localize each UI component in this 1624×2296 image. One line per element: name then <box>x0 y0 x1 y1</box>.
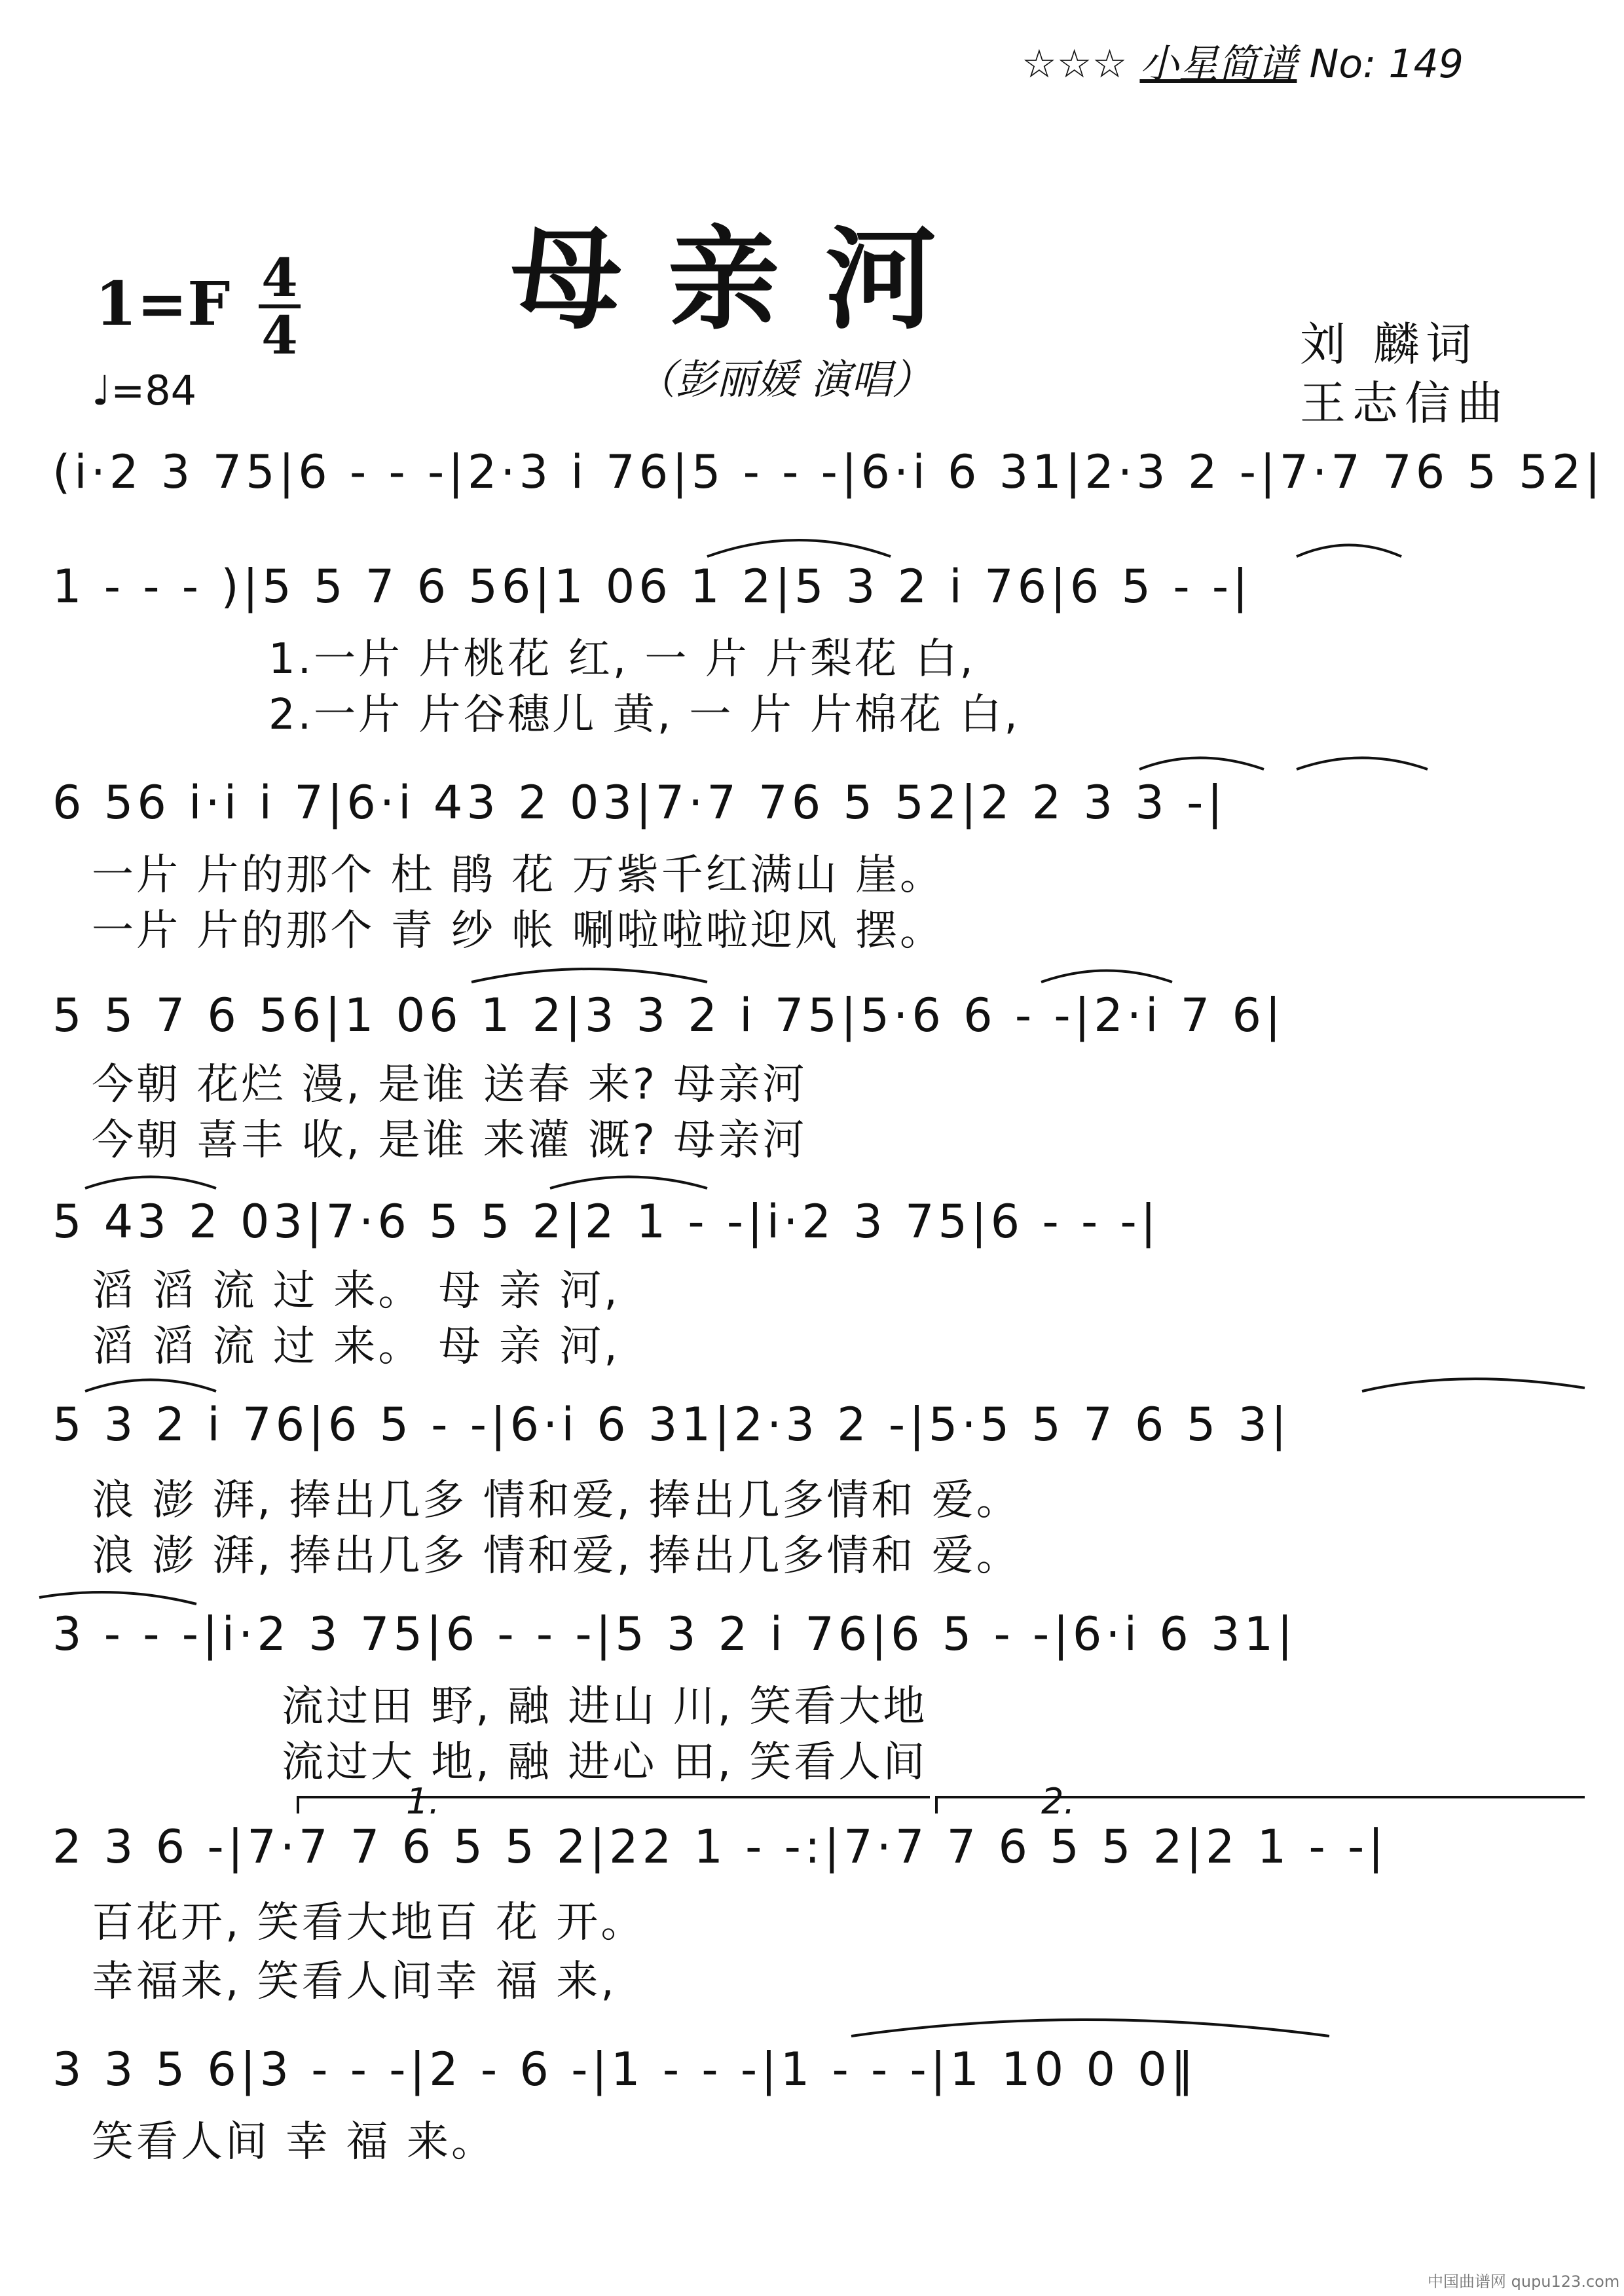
volta-bracket-1 <box>298 1797 930 1813</box>
lyric-line-4-verse-2: 今朝 喜丰 收, 是谁 来灌 溉? 母亲河 <box>92 1116 807 1165</box>
slur-arc <box>550 1177 707 1189</box>
slur-arc <box>471 969 707 982</box>
slur-arc <box>1041 971 1172 983</box>
notation-line-8: 2 3 6 -|7·7 7 6 5 5 2|22 1 - -:|7·7 7 6 5 5 2|2 1 - -| <box>52 1820 1388 1874</box>
footer-watermark: 中国曲谱网 qupu123.com <box>1428 2272 1620 2291</box>
notation-line-4: 5 5 7 6 56|1 06 1 2|3 3 2 i 75|5·6 6 - -|2·i 7 6| <box>52 989 1285 1042</box>
volta-bracket-2 <box>936 1797 1585 1813</box>
lyric-line-3-verse-1: 一片 片的那个 杜 鹃 花 万紫千红满山 崖。 <box>92 851 945 900</box>
lyric-line-6-verse-1: 浪 澎 湃, 捧出几多 情和爱, 捧出几多情和 爱。 <box>92 1476 1021 1525</box>
slur-arc <box>85 1380 216 1392</box>
time-bottom: 4 <box>261 304 298 366</box>
song-title: 母亲河 <box>511 214 983 345</box>
score-number: No: 149 <box>1309 41 1464 87</box>
lyric-line-8-verse-1: 百花开, 笑看大地百 花 开。 <box>92 1899 646 1947</box>
lyric-line-5-verse-2: 滔 滔 流 过 来。 母 亲 河, <box>92 1322 620 1371</box>
notation-line-1: (i·2 3 75|6 - - -|2·3 i 76|5 - - -|6·i 6 31|2·3 2 -|7·7 76 5 52| <box>52 445 1604 499</box>
notation-line-3: 6 56 i·i i 7|6·i 43 2 03|7·7 76 5 52|2 2 3 3 -| <box>52 776 1227 829</box>
stars-icon: ☆☆☆ <box>1022 41 1128 87</box>
lyric-line-2-verse-1: 1.一片 片桃花 红, 一 片 片梨花 白, <box>268 635 976 683</box>
slur-arc <box>85 1177 216 1189</box>
brand-link[interactable]: 小星简谱 <box>1139 41 1297 87</box>
lyric-line-4-verse-1: 今朝 花烂 漫, 是谁 送春 来? 母亲河 <box>92 1061 807 1109</box>
composer-credit: 王志信曲 <box>1300 376 1509 430</box>
time-top: 4 <box>261 247 298 308</box>
slur-arc <box>707 540 891 556</box>
notation-line-2: 1 - - - )|5 5 7 6 56|1 06 1 2|5 3 2 i 76|6 5 - -| <box>52 560 1252 613</box>
slur-arc <box>1297 758 1428 770</box>
slur-arc <box>39 1592 196 1604</box>
key-signature: 1=F <box>95 268 231 339</box>
slur-arc <box>1362 1379 1585 1391</box>
slur-arc <box>851 2020 1329 2036</box>
slur-arc <box>1297 545 1401 557</box>
volta-1-label: 1. <box>406 1781 440 1822</box>
lyricist-credit: 刘 麟词 <box>1300 318 1479 371</box>
lyric-line-2-verse-2: 2.一片 片谷穗儿 黄, 一 片 片棉花 白, <box>268 691 1020 739</box>
notation-line-7: 3 - - -|i·2 3 75|6 - - -|5 3 2 i 76|6 5 - -|6·i 6 31| <box>52 1607 1297 1661</box>
notation-line-5: 5 43 2 03|7·6 5 5 2|2 1 - -|i·2 3 75|6 - - -| <box>52 1195 1160 1248</box>
lyric-line-8-verse-2: 幸福来, 笑看人间幸 福 来, <box>92 1958 617 2006</box>
lyric-line-7-verse-2: 流过大 地, 融 进心 田, 笑看人间 <box>282 1738 928 1787</box>
notation-line-6: 5 3 2 i 76|6 5 - -|6·i 6 31|2·3 2 -|5·5 5 7 6 5 3| <box>52 1398 1291 1451</box>
performer-note: （彭丽媛 演唱） <box>635 355 932 403</box>
lyric-line-6-verse-2: 浪 澎 湃, 捧出几多 情和爱, 捧出几多情和 爱。 <box>92 1532 1021 1580</box>
lyric-line-5-verse-1: 滔 滔 流 过 来。 母 亲 河, <box>92 1267 620 1315</box>
volta-2-label: 2. <box>1041 1781 1075 1822</box>
lyric-line-9: 笑看人间 幸 福 来。 <box>92 2118 496 2166</box>
lyric-line-7-verse-1: 流过田 野, 融 进山 川, 笑看大地 <box>282 1683 928 1731</box>
notation-line-9: 3 3 5 6|3 - - -|2 - 6 -|1 - - -|1 - - -|1 10 0 0‖ <box>52 2043 1198 2096</box>
lyric-line-3-verse-2: 一片 片的那个 青 纱 帐 唰啦啦啦迎风 摆。 <box>92 907 945 955</box>
tempo-mark: ♩=84 <box>92 367 197 414</box>
slur-arc <box>1139 758 1264 770</box>
